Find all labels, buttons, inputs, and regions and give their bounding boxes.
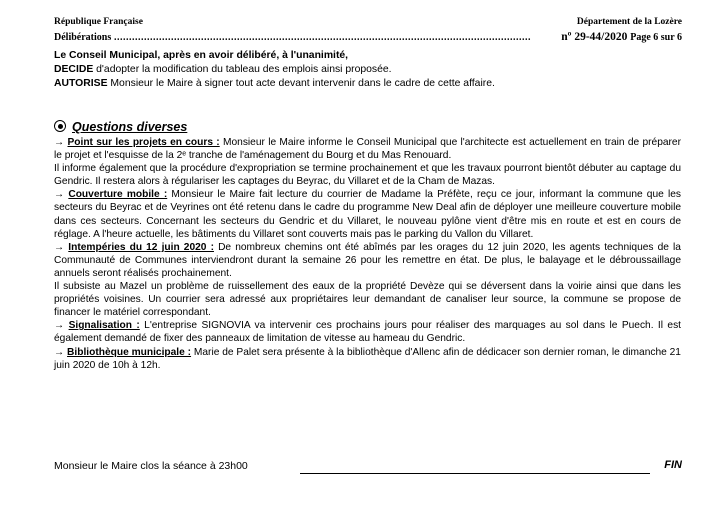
section-heading — [54, 120, 187, 134]
header-reference — [561, 31, 682, 43]
item-heading: Signalisation : — [68, 320, 140, 332]
page-number: Page 6 sur 6 — [630, 32, 682, 43]
target-icon — [54, 120, 66, 132]
deliberation-number: nº 29-44/2020 — [561, 31, 628, 43]
item-paragraph — [54, 136, 681, 162]
item-paragraph — [54, 188, 681, 240]
item-text: Monsieur le Maire fait lecture du courrier de Madame la Préfète, reçu ce jour, informant la commune que les secteurs du Beyrac et de Veyrines ont été retenu dans le cadre du programme New Deal afin de déployer une meilleure couverture mobile dans ces secteurs. Concernant les secteurs du Gendric et du Villaret, le nouveau pylône vient d'être mis en route et est en cours de réglage. A l'heure actuelle, les bâtiments du Villaret sont couverts mais pas le parking du Vallon du Villaret. — [54, 189, 681, 240]
item-text: Il informe également que la procédure d'expropriation se termine prochainement et que les travaux pourront bientôt débuter au captage du Gendric. Il restera alors à régulariser les captages du Beyrac, du Villaret et de la Cham de Mazas. — [54, 163, 681, 188]
autorise-text: Monsieur le Maire à signer tout acte devant intervenir dans le cadre de cette affaire. — [110, 78, 495, 89]
decision-block — [54, 49, 694, 91]
item-paragraph — [54, 346, 681, 372]
decide-text: d'adopter la modification du tableau des emplois ainsi proposée. — [96, 64, 392, 75]
arrow-icon: → — [54, 241, 65, 253]
item-heading: Couverture mobile : — [68, 189, 168, 201]
questions-list — [54, 136, 681, 372]
autorise-label: AUTORISE — [54, 78, 108, 89]
header-departement: Département de la Lozère — [576, 17, 682, 27]
item-heading: Intempéries du 12 juin 2020 : — [68, 241, 214, 253]
item-text: Il subsiste au Mazel un problème de ruissellement des eaux de la propriété Devèze qui se déversent dans la voirie ainsi que dans les propriétés voisines. Un courrier sera adressé aux propriétaires leur demandant de canaliser leur source, la commune se propose de financer le matériel correspondant. — [54, 281, 681, 319]
header-dot-leader: ........................................................................................................................................... — [114, 32, 531, 43]
section-title: Questions diverses — [72, 120, 188, 134]
item-text: De nombreux chemins ont été abîmés par les orages du 12 juin 2020, les agents techniques de la Communauté de Communes interviendront durant la semaine 26 pour les remettre en état. De plus, le balayage et le débroussaillage annuels seront réalisés prochainement. — [54, 241, 681, 279]
item-paragraph — [54, 280, 681, 319]
header-deliberations: Délibérations — [54, 32, 112, 43]
item-heading: Bibliothèque municipale : — [67, 346, 192, 358]
arrow-icon: → — [54, 320, 65, 332]
closing-statement: Monsieur le Maire clos la séance à 23h00 — [54, 460, 248, 472]
item-text: L'entreprise SIGNOVIA va intervenir ces prochains jours pour réaliser des marquages au sol dans le Puech. Il est également demandé de fixer des panneaux de limitation de vitesse au hameau du Gendric. — [54, 320, 681, 345]
decide-label: DECIDE — [54, 64, 94, 75]
end-label: FIN — [664, 459, 682, 471]
arrow-icon: → — [54, 189, 65, 201]
closing-rule — [300, 473, 650, 474]
item-text: Marie de Palet sera présente à la bibliothèque d'Allenc afin de dédicacer son dernier roman, le dimanche 21 juin 2020 de 10h à 12h. — [54, 346, 681, 371]
header-republique: République Française — [54, 17, 143, 27]
item-paragraph — [54, 162, 681, 188]
arrow-icon: → — [54, 346, 65, 358]
item-text: Monsieur le Maire informe le Conseil Municipal que l'architecte est actuellement en train de préparer le projet et l'esquisse de la 2ᵉ tranche de l'aménagement du Bourg et du Mas Renouard. — [54, 137, 681, 162]
item-paragraph — [54, 241, 681, 280]
arrow-icon: → — [54, 137, 65, 148]
decision-preamble: Le Conseil Municipal, après en avoir délibéré, à l'unanimité, — [54, 50, 349, 61]
item-paragraph — [54, 319, 681, 345]
item-heading: Point sur les projets en cours : — [67, 137, 220, 148]
